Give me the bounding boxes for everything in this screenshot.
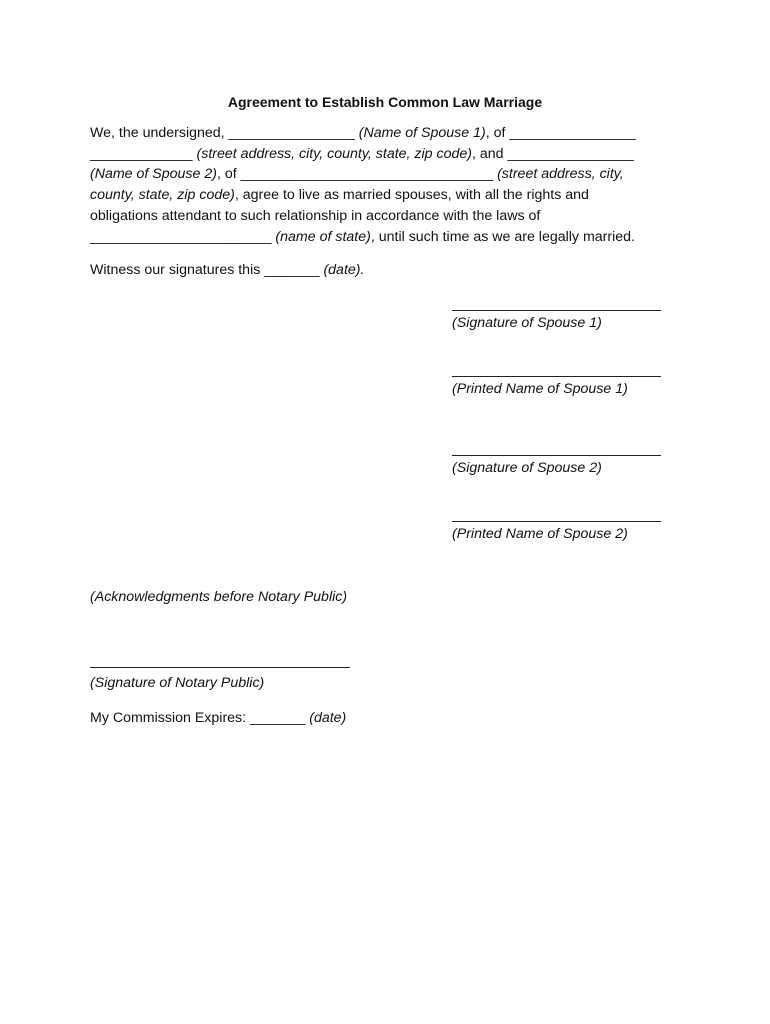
address-placeholder: (street address, city, xyxy=(497,166,624,183)
signature-line xyxy=(452,455,661,456)
signature-label: (Printed Name of Spouse 2) xyxy=(452,526,628,542)
notary-signature-block xyxy=(90,667,350,692)
date-placeholder: (date). xyxy=(323,262,365,278)
witness-text: Witness our signatures this _______ xyxy=(90,262,324,278)
paragraph-text: , of ________________________________ xyxy=(216,166,498,183)
signature-block-spouse-2 xyxy=(452,455,661,477)
signature-line xyxy=(452,521,661,522)
paragraph-text: _____________ xyxy=(90,145,197,162)
paragraph-text: _______________________ xyxy=(90,228,276,245)
paragraph-line-6 xyxy=(90,227,690,248)
paragraph-text: , until such time as we are legally married. xyxy=(370,228,635,245)
signature-line xyxy=(452,310,661,311)
paragraph-text: , of ________________ xyxy=(485,125,636,141)
document-title: Agreement to Establish Common Law Marriage xyxy=(227,94,543,110)
acknowledgment-heading xyxy=(90,588,347,606)
printed-name-block-spouse-2 xyxy=(452,521,661,543)
spouse-2-name-placeholder: (Name of Spouse 2) xyxy=(90,166,217,183)
paragraph-line-5: obligations attendant to such relationship in accordance with the laws of xyxy=(90,207,541,224)
signature-label: (Signature of Spouse 1) xyxy=(452,315,602,331)
agreement-paragraph xyxy=(90,123,690,247)
paragraph-text: , agree to live as married spouses, with all the rights and xyxy=(234,187,589,204)
signature-label: (Printed Name of Spouse 1) xyxy=(452,381,628,397)
paragraph-line-1 xyxy=(90,123,690,144)
notary-signature-label: (Signature of Notary Public) xyxy=(90,675,265,691)
paragraph-text: We, the undersigned, ________________ xyxy=(90,125,359,141)
state-placeholder: (name of state) xyxy=(275,228,371,245)
commission-expires-line xyxy=(90,709,346,727)
address-placeholder: (street address, city, county, state, zip code) xyxy=(196,145,472,162)
acknowledgment-text: (Acknowledgments before Notary Public) xyxy=(90,589,348,605)
printed-name-block-spouse-1 xyxy=(452,376,661,398)
signature-line xyxy=(90,667,350,668)
spouse-1-name-placeholder: (Name of Spouse 1) xyxy=(358,125,486,141)
paragraph-line-3 xyxy=(90,164,690,185)
signature-label: (Signature of Spouse 2) xyxy=(452,460,602,476)
paragraph-text: , and ________________ xyxy=(472,145,634,162)
paragraph-line-2 xyxy=(90,144,690,165)
date-placeholder: (date) xyxy=(309,710,347,726)
signature-block-spouse-1 xyxy=(452,310,661,332)
address-placeholder: county, state, zip code) xyxy=(90,187,235,204)
witness-line xyxy=(90,261,364,279)
signature-line xyxy=(452,376,661,377)
paragraph-line-4 xyxy=(90,185,690,206)
commission-text: My Commission Expires: _______ xyxy=(90,710,310,726)
